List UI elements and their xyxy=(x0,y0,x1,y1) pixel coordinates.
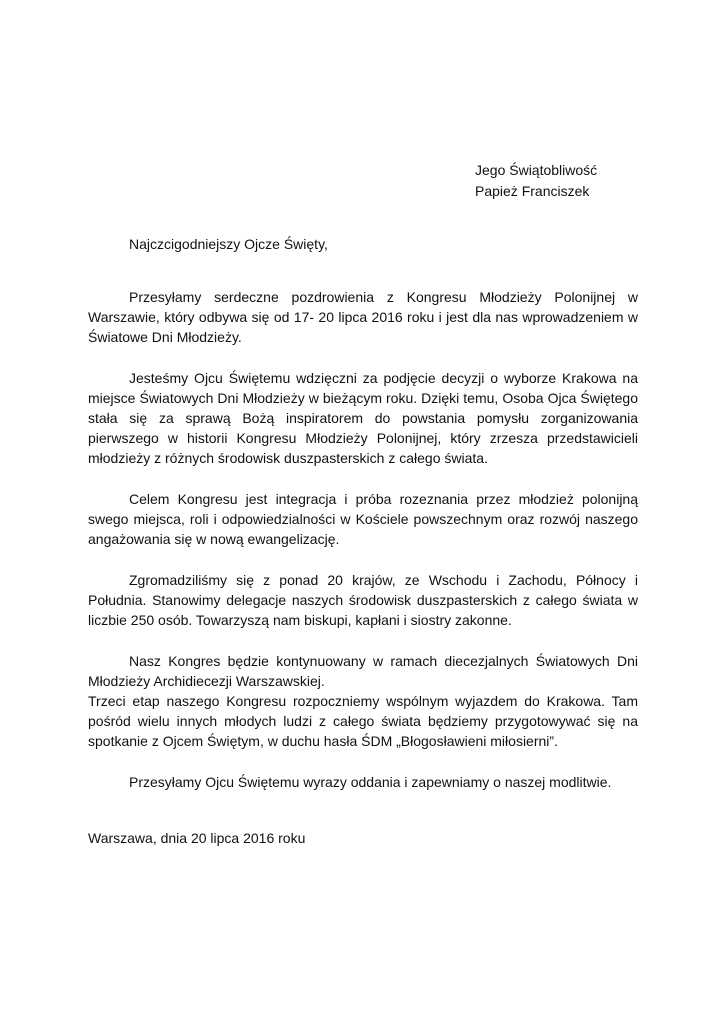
paragraph-greetings: Przesyłamy serdeczne pozdrowienia z Kongresu Młodzieży Polonijnej w Warszawie, który odbywa się od 17- 20 lipca 2016 roku i jest dla nas wprowadzeniem w Światowe Dni Młodzieży. xyxy=(88,289,638,345)
place-and-date: Warszawa, dnia 20 lipca 2016 roku xyxy=(88,830,306,846)
paragraph-gratitude: Jesteśmy Ojcu Świętemu wdzięczni za podjęcie decyzji o wyborze Krakowa na miejsce Światowych Dni Młodzieży w bieżącym roku. Dzięki temu, Osoba Ojca Świętego stała się za sprawą Bożą inspiratorem do powstania pomysłu zorganizowania pierwszego w historii Kongresu Młodzieży Polonijnej, który zrzesza przedstawicieli młodzieży z różnych środowisk duszpasterskich z całego świata. xyxy=(88,370,638,466)
paragraph-third-stage: Trzeci etap naszego Kongresu rozpoczniemy wspólnym wyjazdem do Krakowa. Tam pośród wielu innych młodych ludzi z całego świata będziemy przygotowywać się na spotkanie z Ojcem Świętym, w duchu hasła ŚDM „Błogosławieni miłosierni”. xyxy=(88,693,638,749)
paragraph-purpose: Celem Kongresu jest integracja i próba rozeznania przez młodzież polonijną swego miejsca, roli i odpowiedzialności w Kościele powszechnym oraz rozwój naszego angażowania się w nową ewangelizację. xyxy=(88,491,638,547)
recipient-block xyxy=(475,160,597,202)
paragraph-participants: Zgromadziliśmy się z ponad 20 krajów, ze Wschodu i Zachodu, Północy i Południa. Stanowimy delegacje naszych środowisk duszpasterskich z całego świata w liczbie 250 osób. Towarzyszą nam biskupi, kapłani i siostry zakonne. xyxy=(88,572,638,628)
salutation: Najczcigodniejszy Ojcze Święty, xyxy=(129,236,328,252)
paragraph-prayer: Przesyłamy Ojcu Świętemu wyrazy oddania i zapewniamy o naszej modlitwie. xyxy=(129,774,612,790)
letter-body xyxy=(88,287,638,813)
recipient-title: Jego Świątobliwość xyxy=(475,162,598,178)
paragraph-continuation: Nasz Kongres będzie kontynuowany w ramach diecezjalnych Światowych Dni Młodzieży Archidiecezji Warszawskiej. xyxy=(88,653,638,689)
recipient-name: Papież Franciszek xyxy=(475,183,590,199)
